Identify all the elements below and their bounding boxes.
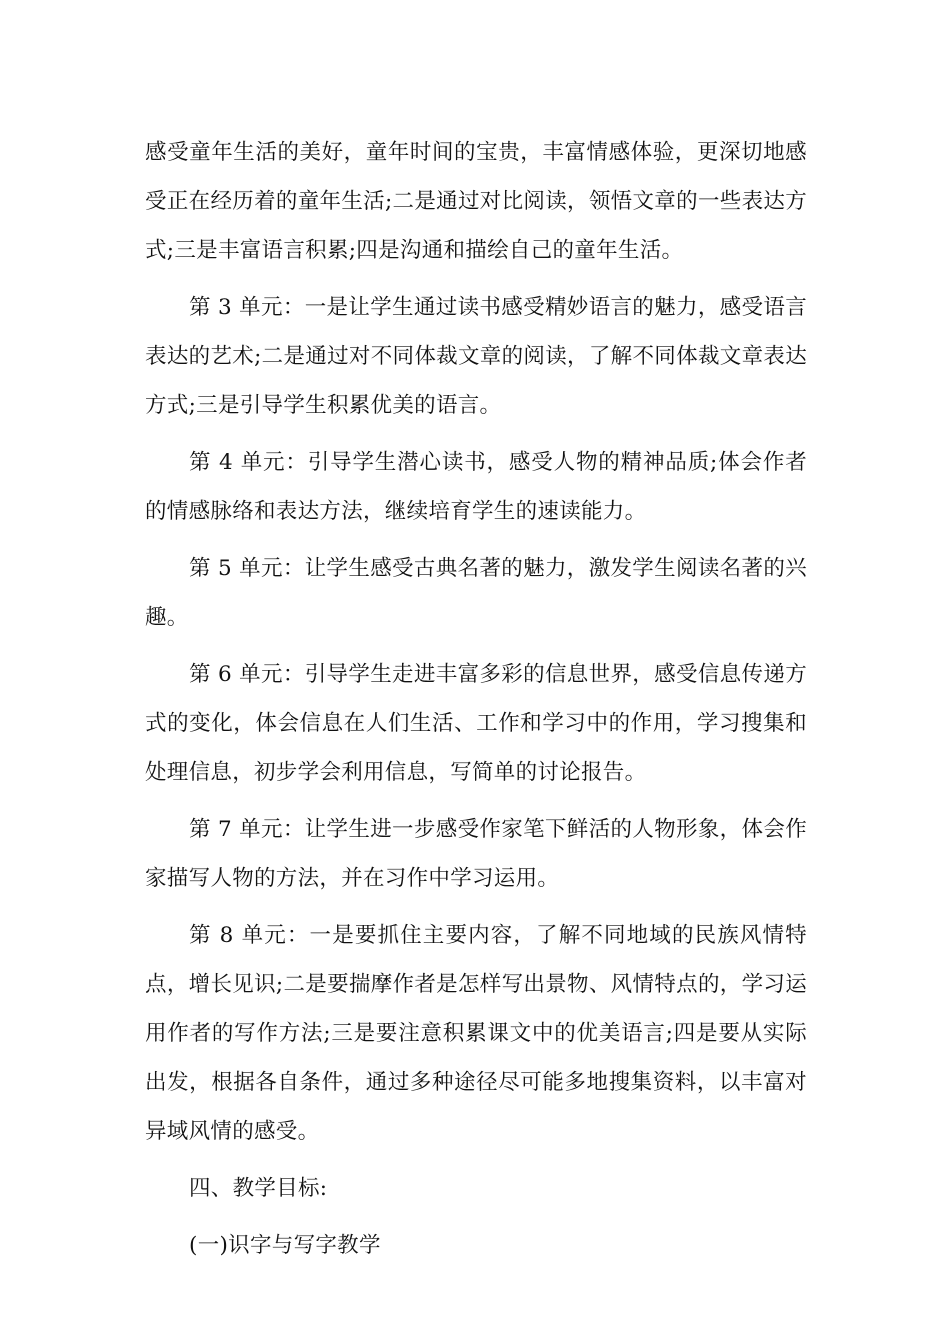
- paragraph-unit-6: 第 6 单元：引导学生走进丰富多彩的信息世界，感受信息传递方式的变化，体会信息在人们生活、工作和学习中的作用，学习搜集和处理信息，初步学会利用信息，写简单的讨论报告。: [145, 662, 807, 785]
- paragraph-unit-8: 第 8 单元：一是要抓住主要内容，了解不同地域的民族风情特点，增长见识;二是要揣摩作者是怎样写出景物、风情特点的，学习运用作者的写作方法;三是要注意积累课文中的优美语言;四是要从实际出发，根据各自条件，通过多种途径尽可能多地搜集资料，以丰富对异域风情的感受。: [145, 923, 807, 1144]
- section-heading-teaching-goals: 四、教学目标:: [189, 1176, 328, 1201]
- paragraph-unit-5: 第 5 单元：让学生感受古典名著的魅力，激发学生阅读名著的兴趣。: [145, 556, 807, 630]
- paragraph-unit-4: 第 4 单元：引导学生潜心读书，感受人物的精神品质;体会作者的情感脉络和表达方法，继续培育学生的速读能力。: [145, 450, 807, 524]
- document-body: [145, 128, 807, 1278]
- paragraph-unit-7: 第 7 单元：让学生进一步感受作家笔下鲜活的人物形象，体会作家描写人物的方法，并在习作中学习运用。: [145, 817, 807, 891]
- paragraph-continuation: 感受童年生活的美好，童年时间的宝贵，丰富情感体验，更深切地感受正在经历着的童年生活;二是通过对比阅读，领悟文章的一些表达方式;三是丰富语言积累;四是沟通和描绘自己的童年生活。: [145, 140, 807, 263]
- subsection-heading-literacy: (一)识字与写字教学: [189, 1233, 381, 1258]
- paragraph-unit-3: 第 3 单元：一是让学生通过读书感受精妙语言的魅力，感受语言表达的艺术;二是通过对不同体裁文章的阅读，了解不同体裁文章表达方式;三是引导学生积累优美的语言。: [145, 295, 807, 418]
